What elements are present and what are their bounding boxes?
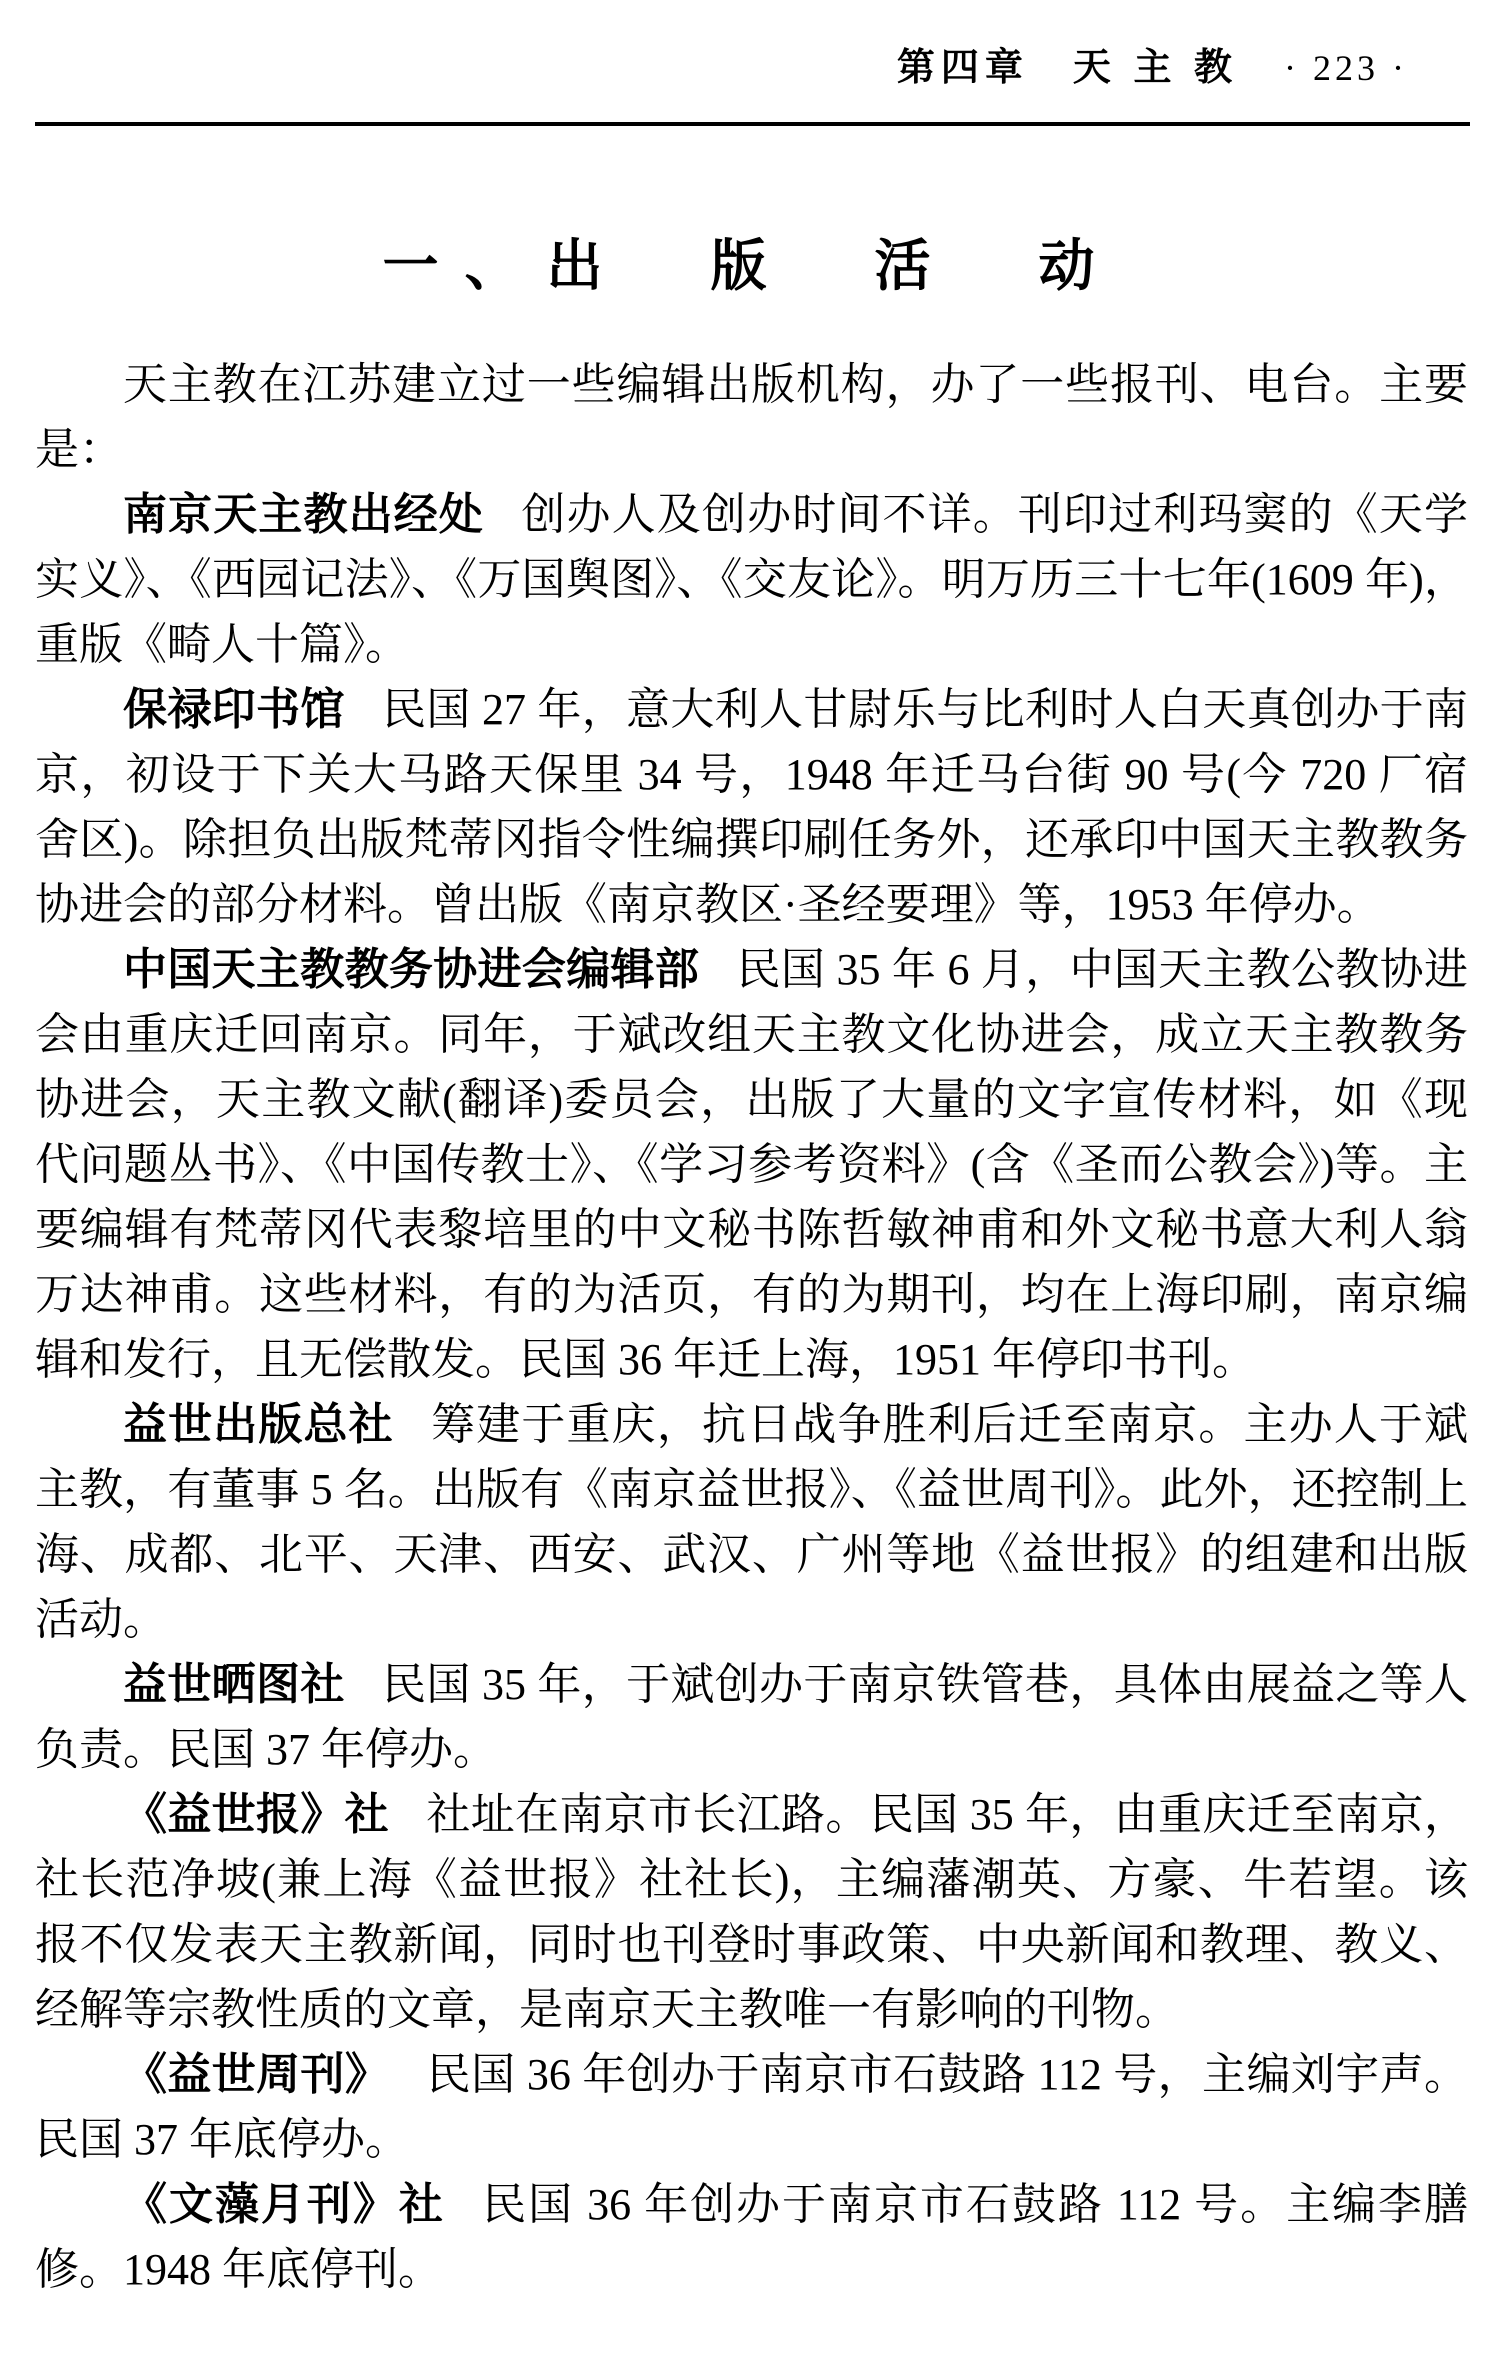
- entry-text: 民国 35 年，于斌创办于南京铁管巷，具体由展益之等人负责。民国 37 年停办。: [35, 1660, 1469, 1774]
- entry-paragraph: [35, 2172, 1468, 2302]
- entry-term: 《益世报》社: [123, 1790, 389, 1839]
- entry-term: 中国天主教教务协进会编辑部: [123, 945, 700, 994]
- chapter-heading: 第四章 天 主 教: [896, 47, 1239, 89]
- entry-paragraph: [35, 937, 1468, 1392]
- entry-text: 创办人及创办时间不详。刊印过利玛窦的《天学实义》、《西园记法》、《万国舆图》、《交友论》。明万历三十七年(1609 年)，重版《畸人十篇》。: [35, 490, 1468, 669]
- body-text: [35, 352, 1468, 2302]
- entry-text: 民国 27 年，意大利人甘尉乐与比利时人白天真创办于南京，初设于下关大马路天保里 34 号，1948 年迁马台街 90 号(今 720 厂宿舍区)。除担负出版梵蒂冈指令性编撰印刷任务外，还承印中国天主教教务协进会的部分材料。曾出版《南京教区·圣经要理》等，1953 年停办。: [35, 685, 1469, 929]
- entry-term: 益世出版总社: [123, 1400, 394, 1449]
- entry-paragraph: [35, 2042, 1468, 2172]
- entry-term: 益世晒图社: [123, 1660, 345, 1709]
- entry-paragraph: [35, 1392, 1468, 1652]
- entry-term: 保禄印书馆: [123, 685, 345, 734]
- entry-term: 《文藻月刊》社: [123, 2180, 445, 2229]
- entry-text: 社址在南京市长江路。民国 35 年，由重庆迁至南京，社长范净坡(兼上海《益世报》社社长)，主编藩潮英、方豪、牛若望。该报不仅发表天主教新闻，同时也刊登时事政策、中央新闻和教理、教义、经解等宗教性质的文章，是南京天主教唯一有影响的刊物。: [35, 1790, 1469, 2034]
- entry-text: 筹建于重庆，抗日战争胜利后迁至南京。主办人于斌主教，有董事 5 名。出版有《南京益世报》、《益世周刊》。此外，还控制上海、成都、北平、天津、西安、武汉、广州等地《益世报》的组建和出版活动。: [35, 1400, 1469, 1644]
- section-title: 一、出 版 活 动: [382, 236, 1121, 298]
- entry-text: 民国 36 年创办于南京市石鼓路 112 号。主编李膳修。1948 年底停刊。: [35, 2180, 1468, 2294]
- entry-paragraph: [35, 1782, 1468, 2042]
- running-head: [35, 36, 1408, 91]
- header-divider: [35, 122, 1470, 126]
- entry-term: 《益世周刊》: [123, 2050, 390, 2099]
- entry-paragraph: [35, 482, 1468, 677]
- entry-text: 民国 35 年 6 月，中国天主教公教协进会由重庆迁回南京。同年，于斌改组天主教文化协进会，成立天主教教务协进会，天主教文献(翻译)委员会，出版了大量的文字宣传材料，如《现代问题丛书》、《中国传教士》、《学习参考资料》(含《圣而公教会》)等。主要编辑有梵蒂冈代表黎培里的中文秘书陈哲敏神甫和外文秘书意大利人翁万达神甫。这些材料，有的为活页，有的为期刊，均在上海印刷，南京编辑和发行，且无偿散发。民国 36 年迁上海，1951 年停印书刊。: [35, 945, 1469, 1384]
- intro-paragraph: 天主教在江苏建立过一些编辑出版机构，办了一些报刊、电台。主要是：: [35, 360, 1468, 474]
- entry-paragraph: [35, 1652, 1468, 1782]
- entry-paragraph: [35, 677, 1468, 937]
- entry-term: 南京天主教出经处: [123, 490, 485, 539]
- page-number: · 223 ·: [1284, 48, 1408, 88]
- entry-text: 民国 36 年创办于南京市石鼓路 112 号，主编刘宇声。民国 37 年底停办。: [35, 2050, 1468, 2164]
